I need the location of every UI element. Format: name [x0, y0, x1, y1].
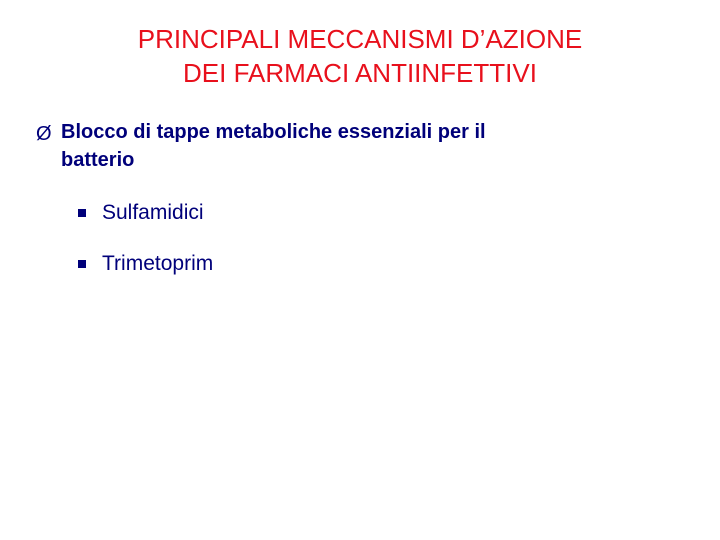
sub-bullet-label: Sulfamidici	[102, 201, 204, 224]
sub-bullet-item-trimetoprim	[75, 250, 475, 280]
square-bullet-icon	[78, 209, 86, 217]
sub-bullet-item-sulfamidici	[75, 199, 475, 229]
main-bullet-text-line-1: Blocco di tappe metaboliche essenziali per il	[61, 121, 486, 143]
main-bullet-text-line-2: batterio	[61, 149, 135, 171]
slide-title	[40, 22, 680, 90]
square-bullet-icon	[78, 260, 86, 268]
main-bullet-text	[61, 118, 661, 174]
sub-bullet-label: Trimetoprim	[102, 252, 214, 275]
slide-title-line-1: PRINCIPALI MECCANISMI D’AZIONE	[137, 24, 583, 54]
arrow-bullet-icon: Ø	[36, 123, 52, 145]
slide-title-line-2: DEI FARMACI ANTIINFETTIVI	[183, 58, 537, 88]
